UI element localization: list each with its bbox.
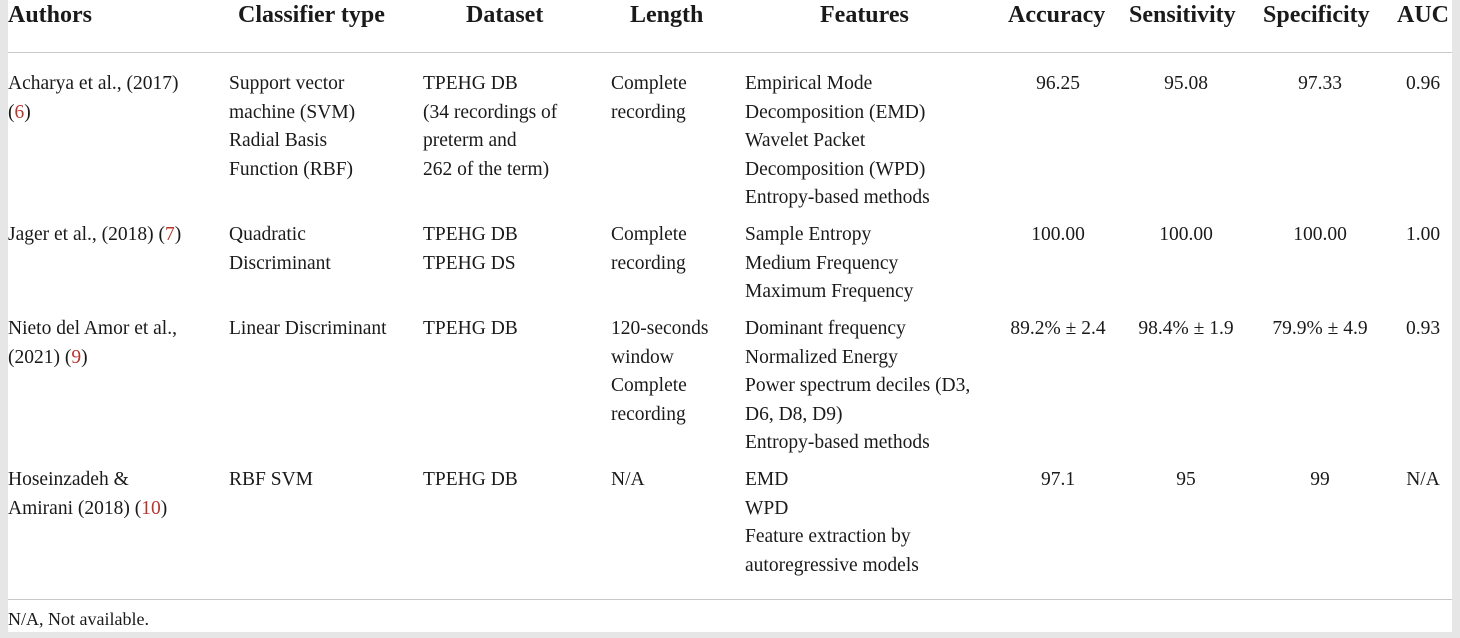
- header-length: Length: [630, 2, 704, 28]
- length-line: recording: [611, 101, 686, 123]
- feature-line: EMD: [745, 469, 789, 490]
- cell-sensitivity: 95: [1176, 469, 1196, 490]
- cell-features: [745, 466, 919, 580]
- dataset-line: TPEHG DS: [423, 252, 516, 274]
- table-bottom-rule: [8, 599, 1452, 600]
- cell-specificity: 99: [1310, 469, 1330, 490]
- cell-authors: [8, 466, 167, 523]
- cell-specificity: 100.00: [1293, 224, 1347, 245]
- cell-features: [745, 315, 970, 458]
- cell-length: [611, 221, 687, 278]
- feature-line: Dominant frequency: [745, 318, 906, 339]
- author-line: Acharya et al., (2017): [8, 73, 179, 94]
- header-auc: AUC: [1397, 2, 1449, 28]
- ref-suffix: ): [24, 101, 31, 123]
- feature-line: Power spectrum deciles (D3,: [745, 375, 971, 396]
- feature-line: Sample Entropy: [745, 224, 872, 245]
- classifier-line: Discriminant: [229, 252, 331, 274]
- table-footnote: N/A, Not available.: [8, 609, 149, 629]
- author-line: Nieto del Amor et al.,: [8, 318, 177, 339]
- feature-line: Entropy-based methods: [745, 187, 930, 208]
- cell-dataset: [423, 466, 518, 495]
- cell-auc: N/A: [1406, 469, 1440, 490]
- cell-classifier: [229, 315, 387, 344]
- cell-dataset: [423, 221, 518, 278]
- cell-accuracy: 100.00: [1031, 224, 1085, 245]
- feature-line: Maximum Frequency: [745, 281, 914, 302]
- cell-auc: 0.96: [1405, 73, 1441, 94]
- length-line: 120-seconds: [611, 318, 709, 339]
- ref-suffix: ): [160, 497, 168, 519]
- cell-length: [611, 466, 645, 495]
- cell-classifier: [229, 221, 331, 278]
- dataset-line: preterm and: [423, 130, 517, 151]
- reference-link[interactable]: 10: [141, 497, 161, 519]
- header-sensitivity: Sensitivity: [1129, 2, 1236, 28]
- reference-link[interactable]: 9: [71, 346, 82, 368]
- feature-line: autoregressive models: [745, 554, 919, 576]
- author-line: Hoseinzadeh &: [8, 469, 129, 490]
- reference-link[interactable]: 6: [14, 101, 25, 123]
- classifier-line: Linear Discriminant: [229, 318, 387, 339]
- dataset-line: (34 recordings of: [423, 101, 558, 123]
- feature-line: Decomposition (WPD): [745, 158, 926, 180]
- ref-suffix: ): [81, 346, 88, 368]
- header-features: Features: [820, 2, 909, 28]
- cell-dataset: [423, 70, 557, 184]
- cell-auc: 0.93: [1405, 318, 1441, 339]
- header-specificity: Specificity: [1263, 2, 1370, 28]
- author-line: Amirani (2018) (: [8, 497, 142, 519]
- cell-specificity: 79.9% ± 4.9: [1272, 318, 1368, 339]
- cell-authors: [8, 315, 177, 372]
- length-line: recording: [611, 403, 686, 425]
- feature-line: Normalized Energy: [745, 346, 898, 368]
- cell-features: [745, 221, 913, 307]
- cell-sensitivity: 100.00: [1159, 224, 1213, 245]
- reference-link[interactable]: 7: [165, 224, 175, 245]
- cell-accuracy: 89.2% ± 2.4: [1010, 318, 1106, 339]
- feature-line: Empirical Mode: [745, 73, 873, 94]
- header-authors: Authors: [8, 2, 93, 28]
- classifier-line: RBF SVM: [229, 469, 313, 490]
- cell-specificity: 97.33: [1298, 73, 1342, 94]
- feature-line: Entropy-based methods: [745, 432, 930, 453]
- cell-classifier: [229, 70, 355, 184]
- cell-features: [745, 70, 930, 213]
- header-dataset: Dataset: [466, 2, 544, 28]
- feature-line: Decomposition (EMD): [745, 101, 926, 123]
- length-line: Complete: [611, 73, 687, 94]
- header-classifier-type: Classifier type: [238, 2, 385, 28]
- ref-suffix: ): [174, 224, 182, 245]
- author-line: Jager et al., (2018) (: [8, 224, 166, 245]
- header-accuracy: Accuracy: [1008, 2, 1106, 28]
- cell-classifier: [229, 466, 313, 495]
- dataset-line: TPEHG DB: [423, 469, 518, 490]
- dataset-line: TPEHG DB: [423, 318, 518, 339]
- length-line: Complete: [611, 375, 687, 396]
- length-line: recording: [611, 252, 686, 274]
- cell-accuracy: 97.1: [1040, 469, 1076, 490]
- dataset-line: TPEHG DB: [423, 73, 518, 94]
- cell-sensitivity: 98.4% ± 1.9: [1138, 318, 1234, 339]
- cell-sensitivity: 95.08: [1164, 73, 1208, 94]
- table-header-row: [8, 0, 1452, 53]
- classifier-line: Support vector: [229, 73, 345, 94]
- length-line: Complete: [611, 224, 687, 245]
- classifier-line: Radial Basis: [229, 130, 328, 151]
- dataset-line: 262 of the term): [423, 158, 550, 180]
- length-line: N/A: [611, 469, 645, 490]
- feature-line: Medium Frequency: [745, 252, 899, 274]
- classifier-line: Function (RBF): [229, 158, 354, 180]
- cell-length: [611, 70, 687, 127]
- feature-line: WPD: [745, 497, 789, 519]
- cell-accuracy: 96.25: [1036, 73, 1080, 94]
- cell-authors: [8, 70, 179, 127]
- dataset-line: TPEHG DB: [423, 224, 518, 245]
- classifier-line: machine (SVM): [229, 101, 356, 123]
- length-line: window: [611, 346, 674, 368]
- ref-prefix: (: [8, 101, 15, 123]
- author-line: (2021) (: [8, 346, 72, 368]
- cell-auc: 1.00: [1405, 224, 1441, 245]
- cell-authors: [8, 221, 181, 250]
- feature-line: Feature extraction by: [745, 526, 911, 547]
- classifier-line: Quadratic: [229, 224, 306, 245]
- feature-line: Wavelet Packet: [745, 130, 866, 151]
- feature-line: D6, D8, D9): [745, 403, 843, 425]
- cell-length: [611, 315, 708, 429]
- cell-dataset: [423, 315, 518, 344]
